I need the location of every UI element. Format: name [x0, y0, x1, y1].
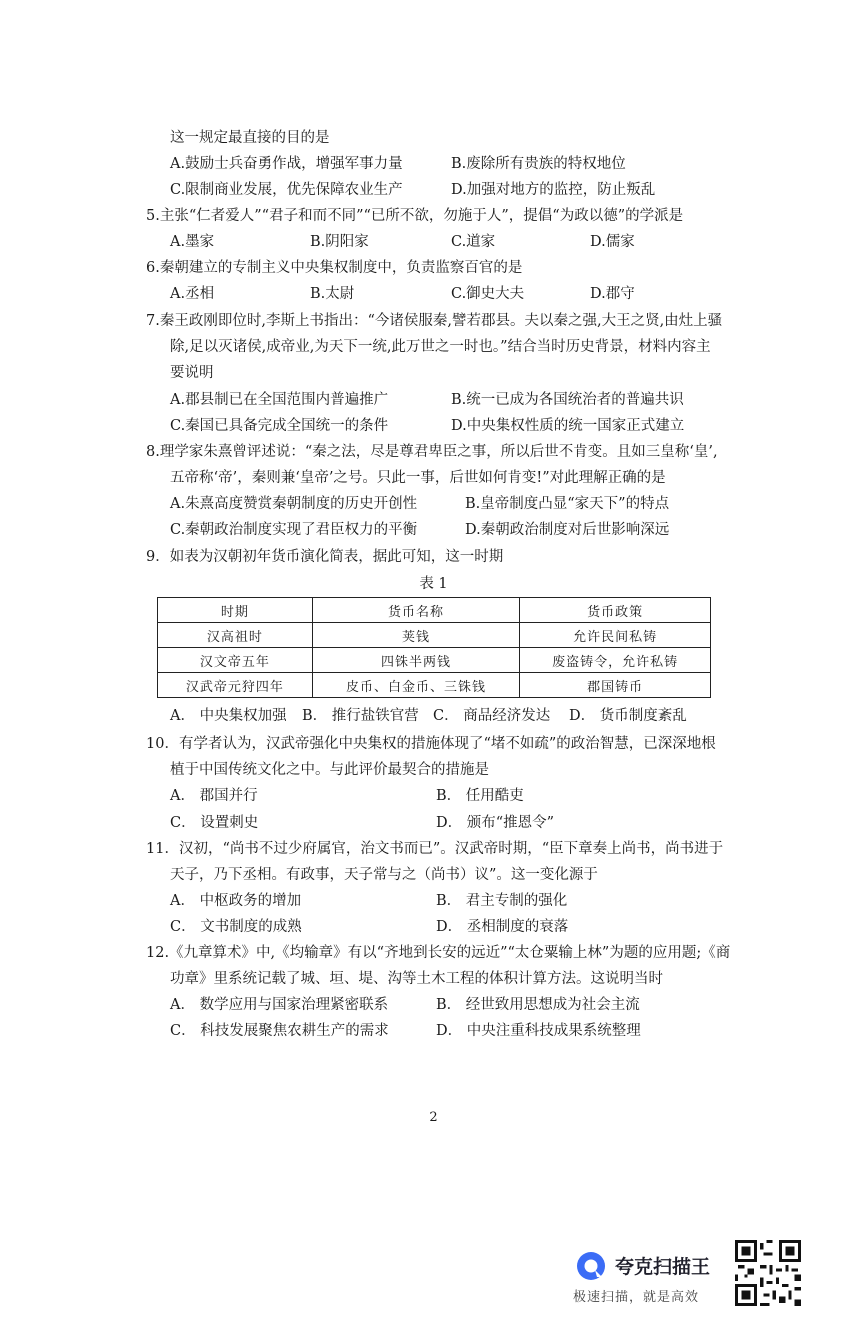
answer-option: D.中央集权性质的统一国家正式建立	[451, 418, 685, 434]
answer-option: C． 商品经济发达	[433, 708, 551, 724]
question-text: 6.秦朝建立的专制主义中央集权制度中，负责监察百官的是	[146, 260, 523, 276]
answer-option: B.统一已成为各国统治者的普遍共识	[451, 392, 684, 408]
answer-option: B． 推行盐铁官营	[302, 708, 419, 724]
answer-option: D.秦朝政治制度对后世影响深远	[465, 522, 670, 538]
page-number: 2	[429, 1110, 438, 1125]
answer-option: C.限制商业发展，优先保障农业生产	[170, 182, 403, 198]
table-header-row	[158, 598, 711, 623]
question-text: 除,足以灭诸侯,成帝业,为天下一统,此万世之一时也。”结合当时历史背景，材料内容主	[170, 339, 711, 355]
answer-option: B． 经世致用思想成为社会主流	[436, 997, 640, 1013]
answer-option: D.儒家	[590, 234, 635, 250]
question-text: 8.理学家朱熹曾评述说：“秦之法，尽是尊君卑臣之事，所以后世不肯变。且如三皇称‘皇’,	[146, 444, 718, 460]
currency-table	[157, 597, 711, 698]
qr-code-icon	[735, 1240, 801, 1306]
answer-option: A． 郡国并行	[170, 788, 258, 804]
table-cell: 荚钱	[312, 623, 520, 648]
answer-option: B.废除所有贵族的特权地位	[451, 156, 626, 172]
question-text: 12.《九章算术》中,《均输章》有以“齐地到长安的远近”“太仓粟输上林”为题的应用题;《商	[146, 945, 731, 961]
table-cell: 汉高祖时	[158, 623, 313, 648]
answer-option: A.郡县制已在全国范围内普遍推广	[170, 392, 389, 408]
answer-option: C.秦朝政治制度实现了君臣权力的平衡	[170, 522, 418, 538]
answer-option: A.朱熹高度赞赏秦朝制度的历史开创性	[170, 496, 418, 512]
answer-option: C.御史大夫	[451, 286, 525, 302]
answer-option: C.道家	[451, 234, 496, 250]
table-cell: 废盗铸令，允许私铸	[520, 648, 711, 673]
table-cell: 四铢半两钱	[312, 648, 520, 673]
answer-option: C． 科技发展聚焦农耕生产的需求	[170, 1023, 389, 1039]
answer-option: D.加强对地方的监控，防止叛乱	[451, 182, 656, 198]
table-cell: 皮币、白金币、三铢钱	[312, 673, 520, 698]
question-text: 11．汉初，“尚书不过少府属官，治文书而已”。汉武帝时期，“臣下章奏上尚书，尚书进于	[146, 841, 724, 857]
brand-name: 夸克扫描王	[615, 1256, 711, 1278]
table-row	[158, 673, 711, 698]
table-cell: 郡国铸币	[520, 673, 711, 698]
question-text: 功章》里系统记载了城、垣、堤、沟等土木工程的体积计算方法。这说明当时	[170, 971, 663, 987]
table-header-cell: 货币政策	[520, 598, 711, 623]
quark-logo-icon	[575, 1250, 607, 1282]
answer-option: C． 文书制度的成熟	[170, 919, 302, 935]
answer-option: D． 货币制度紊乱	[569, 708, 687, 724]
answer-option: D.郡守	[590, 286, 635, 302]
question-text: 5.主张“仁者爱人”“君子和而不同”“已所不欲，勿施于人”，提倡“为政以德”的学派是	[146, 208, 684, 224]
table-header-cell: 时期	[158, 598, 313, 623]
scanner-watermark	[573, 1246, 733, 1310]
answer-option: D． 颁布“推恩令”	[436, 815, 555, 831]
table-cell: 汉文帝五年	[158, 648, 313, 673]
question-text: 7.秦王政刚即位时,李斯上书指出：“今诸侯服秦,譬若郡县。夫以秦之强,大王之贤,由灶上骚	[146, 313, 723, 329]
answer-option: D． 丞相制度的衰落	[436, 919, 569, 935]
question-text: 要说明	[170, 365, 214, 381]
answer-option: A.丞相	[170, 286, 215, 302]
table-caption: 表 1	[419, 576, 448, 592]
table-row	[158, 623, 711, 648]
table-row	[158, 648, 711, 673]
answer-option: A.墨家	[170, 234, 215, 250]
answer-option: A． 中央集权加强	[170, 708, 287, 724]
answer-option: B． 任用酷吏	[436, 788, 524, 804]
answer-option: A． 中枢政务的增加	[170, 893, 302, 909]
answer-option: B.皇帝制度凸显“家天下”的特点	[465, 496, 670, 512]
answer-option: D． 中央注重科技成果系统整理	[436, 1023, 641, 1039]
answer-option: B.太尉	[310, 286, 355, 302]
question-text: 植于中国传统文化之中。与此评价最契合的措施是	[170, 762, 489, 778]
question-text: 这一规定最直接的目的是	[170, 130, 330, 146]
answer-option: A.鼓励士兵奋勇作战，增强军事力量	[170, 156, 403, 172]
question-text: 10．有学者认为，汉武帝强化中央集权的措施体现了“堵不如疏”的政治智慧，已深深地根	[146, 736, 716, 752]
table-cell: 汉武帝元狩四年	[158, 673, 313, 698]
table-cell: 允许民间私铸	[520, 623, 711, 648]
question-text: 五帝称‘帝’，秦则兼‘皇帝’之号。只此一事，后世如何肯变!”对此理解正确的是	[170, 470, 666, 486]
brand-slogan: 极速扫描，就是高效	[573, 1290, 700, 1305]
question-text: 9．如表为汉朝初年货币演化简表，据此可知，这一时期	[146, 549, 504, 565]
question-text: 天子，乃下丞相。有政事，天子常与之（尚书）议”。这一变化源于	[170, 867, 598, 883]
answer-option: B.阴阳家	[310, 234, 369, 250]
answer-option: A． 数学应用与国家治理紧密联系	[170, 997, 389, 1013]
table-header-cell: 货币名称	[312, 598, 520, 623]
answer-option: C． 设置刺史	[170, 815, 259, 831]
answer-option: B． 君主专制的强化	[436, 893, 568, 909]
answer-option: C.秦国已具备完成全国统一的条件	[170, 418, 389, 434]
